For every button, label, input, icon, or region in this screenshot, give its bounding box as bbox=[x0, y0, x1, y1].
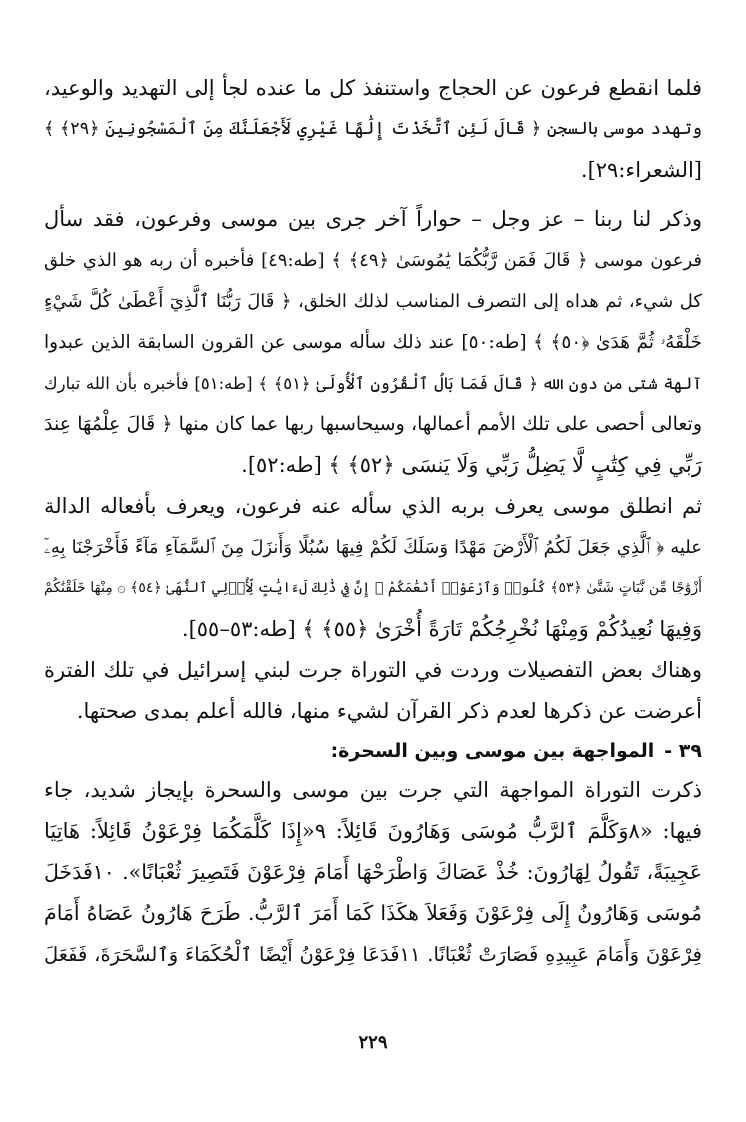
paragraph-gap bbox=[44, 191, 702, 199]
paragraph-2 bbox=[44, 199, 702, 486]
section-title: المواجهة بين موسى وبين السحرة: bbox=[330, 740, 655, 762]
text-line: وتعالى أحصى على تلك الأمم أعمالها، وسيحاسبها ربها عما كان منها ﴿ قَالَ عِلْمُهَا عِندَ bbox=[44, 413, 702, 435]
text-line: أعرضت عن ذكرها لعدم ذكر القرآن لشيء منها، فالله أعلم بمدى صحتها. bbox=[76, 699, 702, 723]
text-line: وتهدد موسى بالسجن ﴿ قَالَ لَئِنِ ٱتَّخَذْتَ إِلَٰهًا غَيْرِي لَأَجْعَلَنَّكَ مِنَ ٱلْمَسْجُونِينَ ﴿٢٩﴾ ﴾ bbox=[44, 119, 702, 139]
text-line: عليه ﴿ ٱلَّذِي جَعَلَ لَكُمُ ٱلْأَرْضَ مَهْدًا وَسَلَكَ لَكُمْ فِيهَا سُبُلًا وَأَنزَلَ مِنَ ٱلسَّمَآءِ مَآءً فَأَخْرَجْنَا بِهِۦٓ bbox=[44, 537, 702, 558]
text-line: فيها: «٨وَكَلَّمَ ٱلرَّبُّ مُوسَى وَهَارُونَ قَائِلاً: ٩«إِذَا كَلَّمَكُمَا فِرْعَوْنُ قَائِلاً: هَاتِيَا bbox=[44, 819, 702, 843]
text-line: آلهة شتى من دون الله ﴿ قَالَ فَمَا بَالُ ٱلْقُرُونِ ٱلْأُولَىٰ ﴿٥١﴾ ﴾ [طه:٥١] فأخبره بأن الله تبارك bbox=[44, 374, 702, 393]
text-line: فِرْعَوْنَ وَأَمَامَ عَبِيدِهِ فَصَارَتْ ثُعْبَانًا. ١١فَدَعَا فِرْعَوْنُ أَيْضًا ٱلْحُكَمَاءَ وَٱلسَّحَرَةَ، فَفَعَلَ bbox=[44, 943, 702, 966]
paragraph-1 bbox=[44, 68, 702, 191]
paragraph-3 bbox=[44, 486, 702, 650]
text-line: وَفِيهَا نُعِيدُكُمْ وَمِنْهَا نُخْرِجُكُمْ تَارَةً أُخْرَىٰ ﴿٥٥﴾ ﴾ [طه:٥٣–٥٥]. bbox=[181, 617, 702, 641]
text-line: خَلْقَهُۥ ثُمَّ هَدَىٰ ﴿٥٠﴾ ﴾ [طه:٥٠] عند ذلك سأله موسى عن القرون السابقة الذين عبدوا bbox=[44, 332, 702, 353]
text-line: أَزْوَٰجًا مِّن نَّبَاتٍ شَتَّىٰ ﴿٥٣﴾ كُلُوا۟ وَٱرْعَوْا۟ أَنْعَٰمَكُمْ ۗ إِنَّ فِي ذَٰلِكَ لَءَايَٰتٍ لِّأُو۟لِي ٱلنُّهَىٰ ﴿٥٤﴾ ۞ مِنْهَا خَلَقْنَٰكُمْ bbox=[44, 580, 702, 596]
page-number: ٢٢٩ bbox=[358, 1032, 388, 1053]
paragraph-4 bbox=[44, 650, 702, 732]
section-number: ٣٩ - bbox=[664, 740, 702, 762]
text-line: ذكرت التوراة المواجهة التي جرت بين موسى والسحرة بإيجاز شديد، جاء bbox=[44, 778, 702, 802]
text-line: رَبِّي فِي كِتَٰبٍ لَّا يَضِلُّ رَبِّي وَلَا يَنسَى ﴿٥٢﴾ ﴾ [طه:٥٢]. bbox=[241, 453, 702, 477]
text-line: عَجِيبَةً، تَقُولُ لِهَارُونَ: خُذْ عَصَاكَ وَاطْرَحْهَا أَمَامَ فِرْعَوْنَ فَتَصِيرَ ثُعْبَانًا». ١٠فَدَخَلَ bbox=[44, 860, 702, 884]
text-line: فرعون موسى ﴿ قَالَ فَمَن رَّبُّكُمَا يَٰمُوسَىٰ ﴿٤٩﴾ ﴾ [طه:٤٩] فأخبره أن ربه هو الذي خلق bbox=[44, 250, 702, 271]
text-line: ثم انطلق موسى يعرف بربه الذي سأله عنه فرعون، ويعرف بأفعاله الدالة bbox=[44, 494, 702, 518]
text-line: فلما انقطع فرعون عن الحجاج واستنفذ كل ما عنده لجأ إلى التهديد والوعيد، bbox=[44, 76, 702, 100]
text-line: كل شيء، ثم هداه إلى التصرف المناسب لذلك الخلق، ﴿ قَالَ رَبُّنَا ٱلَّذِيٓ أَعْطَىٰ كُلَّ شَيْءٍ bbox=[44, 291, 702, 312]
text-line: [الشعراء:٢٩]. bbox=[580, 158, 702, 182]
text-line: وهناك بعض التفصيلات وردت في التوراة جرت لبني إسرائيل في تلك الفترة bbox=[44, 658, 702, 682]
paragraph-5 bbox=[44, 770, 702, 975]
text-line: مُوسَى وَهَارُونُ إِلَى فِرْعَوْنَ وَفَعَلاَ هكَذَا كَمَا أَمَرَ ٱلرَّبُّ. طَرَحَ هَارُونُ عَصَاهُ أَمَامَ bbox=[44, 901, 702, 925]
section-heading bbox=[44, 732, 702, 770]
text-line: وذكر لنا ربنا – عز وجل – حواراً آخر جرى بين موسى وفرعون، فقد سأل bbox=[44, 207, 702, 231]
